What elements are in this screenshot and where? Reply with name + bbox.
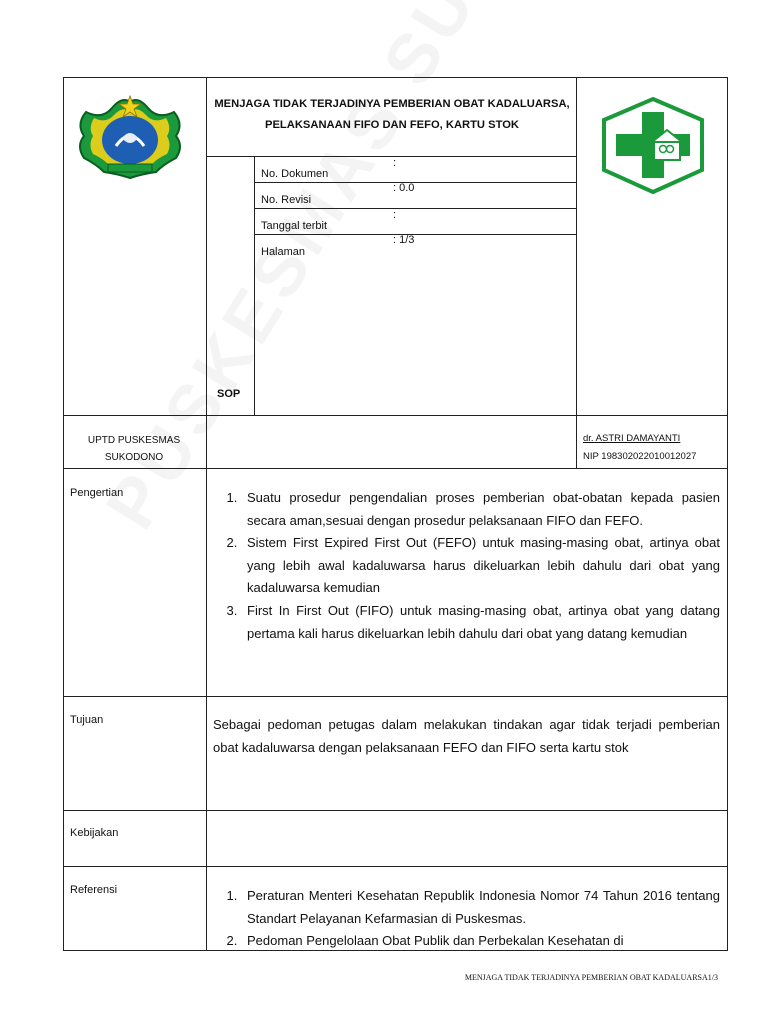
section-label-pengertian: Pengertian (70, 487, 124, 499)
section-content-tujuan: Sebagai pedoman petugas dalam melakukan tindakan agar tidak terjadi pemberian obat kadaluwarsa dengan pelaksanaan FEFO dan FIFO serta kartu stok (213, 717, 720, 755)
signer-name: dr. ASTRI DAMAYANTI (583, 433, 681, 444)
org-row-divider (63, 468, 728, 469)
kebijakan-divider (63, 866, 728, 867)
table-border-bottom (63, 950, 728, 951)
sop-divider (254, 156, 255, 415)
meta-divider-3 (254, 234, 576, 235)
list-item: 2. Sistem First Expired First Out (FEFO) untuk masing-masing obat, artinya obat yang lebih awal kadaluwarsa harus dikeluarkan lebih dahulu dari obat yang kadaluwarsa kemudian (241, 532, 720, 600)
pengertian-list (213, 487, 720, 645)
list-item: 1. Suatu prosedur pengendalian proses pemberian obat-obatan kepada pasien secara aman,sesuai dengan prosedur pelaksanaan FIFO dan FEFO. (241, 487, 720, 532)
signer-nip: NIP 198302022010012027 (583, 451, 697, 462)
document-title: MENJAGA TIDAK TERJADINYA PEMBERIAN OBAT KADALUARSA, PELAKSANAAN FIFO DAN FEFO, KARTU STOK (214, 98, 570, 131)
table-border-top (63, 77, 728, 78)
meta-value-tanggal-terbit: : (393, 209, 397, 221)
pengertian-divider (63, 696, 728, 697)
sop-label: SOP (217, 388, 241, 400)
org-name (70, 432, 198, 466)
meta-divider-2 (254, 208, 576, 209)
meta-label-tanggal-terbit: Tanggal terbit (261, 220, 328, 232)
header-bottom-divider (63, 415, 728, 416)
section-label-kebijakan: Kebijakan (70, 827, 119, 839)
list-item: 2. Pedoman Pengelolaan Obat Publik dan Perbekalan Kesehatan di (241, 930, 720, 950)
section-label-referensi: Referensi (70, 884, 118, 896)
emblem-icon (72, 90, 188, 180)
org-name-line2: SUKODONO (104, 452, 164, 463)
meta-value-halaman: : 1/3 (393, 234, 415, 246)
title-divider (206, 156, 576, 157)
puskesmas-cross-icon (598, 96, 708, 196)
meta-label-no-dokumen: No. Dokumen (261, 168, 329, 180)
referensi-list (213, 885, 720, 950)
table-border-left (63, 77, 64, 951)
section-content-pengertian (213, 487, 720, 645)
emblem-logo (72, 90, 188, 180)
page-footer: MENJAGA TIDAK TERJADINYA PEMBERIAN OBAT KADALUARSA1/3 (464, 973, 718, 982)
header-right-divider (576, 77, 577, 468)
section-label-tujuan: Tujuan (70, 714, 104, 726)
tujuan-divider (63, 810, 728, 811)
list-item: 1. Peraturan Menteri Kesehatan Republik Indonesia Nomor 74 Tahun 2016 tentang Standart Pelayanan Kefarmasian di Puskesmas. (241, 885, 720, 930)
table-border-right (727, 77, 728, 951)
meta-label-halaman: Halaman (261, 246, 306, 258)
meta-value-no-revisi: : 0.0 (393, 182, 415, 194)
meta-divider-1 (254, 182, 576, 183)
section-content-referensi (213, 885, 720, 950)
meta-value-no-dokumen: : (393, 157, 397, 169)
list-item: 3. First In First Out (FIFO) untuk masing-masing obat, artinya obat yang datang pertama kali harus dikeluarkan lebih dahulu dari obat yang datang kemudian (241, 600, 720, 645)
org-name-line1: UPTD PUSKESMAS (87, 435, 181, 446)
meta-label-no-revisi: No. Revisi (261, 194, 312, 206)
puskesmas-logo (598, 96, 708, 196)
table-column-divider (206, 77, 207, 951)
